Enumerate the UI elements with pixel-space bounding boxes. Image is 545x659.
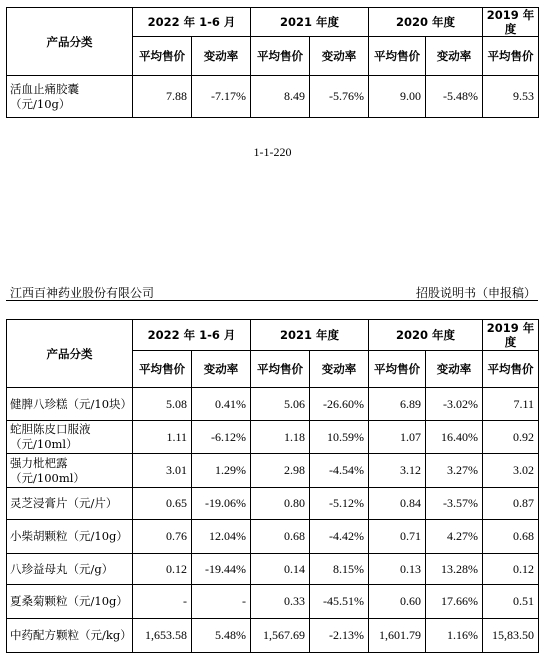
change-2022: -6.12% [192, 421, 251, 454]
change-2022: 1.29% [192, 454, 251, 488]
change-2021: -5.12% [310, 488, 369, 520]
price-2022: 0.76 [133, 520, 192, 554]
change-2021: -45.51% [310, 585, 369, 619]
header-avg-price: 平均售价 [133, 351, 192, 388]
product-name: 灵芝浸膏片（元/片） [7, 488, 133, 520]
change-2021: -26.60% [310, 388, 369, 421]
price-2020: 0.13 [369, 554, 426, 585]
price-2022: 0.65 [133, 488, 192, 520]
price-2020: 6.89 [369, 388, 426, 421]
change-2021: 10.59% [310, 421, 369, 454]
header-change-rate: 变动率 [426, 351, 483, 388]
price-2019: 0.92 [483, 421, 539, 454]
company-name: 江西百神药业股份有限公司 [10, 286, 155, 300]
price-2022: 5.08 [133, 388, 192, 421]
price-table-bottom [6, 319, 539, 653]
change-2020: 13.28% [426, 554, 483, 585]
change-2021: -4.54% [310, 454, 369, 488]
price-2020: 0.84 [369, 488, 426, 520]
header-change-rate: 变动率 [310, 351, 369, 388]
change-2020: -5.48% [426, 76, 483, 118]
price-2021: 0.33 [251, 585, 310, 619]
change-2022: - [192, 585, 251, 619]
price-2021: 8.49 [251, 76, 310, 118]
change-2022: -19.44% [192, 554, 251, 585]
header-change-rate: 变动率 [310, 37, 369, 76]
header-year-2019: 2019 年度 [483, 320, 539, 351]
table-row [7, 388, 539, 421]
product-name: 八珍益母丸（元/g） [7, 554, 133, 585]
price-2021: 5.06 [251, 388, 310, 421]
change-2022: 12.04% [192, 520, 251, 554]
header-category: 产品分类 [7, 8, 133, 76]
header-avg-price: 平均售价 [483, 37, 539, 76]
doc-header [6, 284, 538, 300]
header-category: 产品分类 [7, 320, 133, 388]
price-2022: 1.11 [133, 421, 192, 454]
change-2022: 0.41% [192, 388, 251, 421]
header-avg-price: 平均售价 [251, 37, 310, 76]
change-2020: 3.27% [426, 454, 483, 488]
table-row [7, 76, 539, 118]
product-name: 健脾八珍糕（元/10块） [7, 388, 133, 421]
price-2019: 7.11 [483, 388, 539, 421]
price-2022: - [133, 585, 192, 619]
table-row [7, 454, 539, 488]
header-period-2022: 2022 年 1-6 月 [133, 8, 251, 37]
doc-type: 招股说明书（申报稿） [415, 286, 536, 300]
price-2021: 0.68 [251, 520, 310, 554]
price-2020: 0.71 [369, 520, 426, 554]
change-2020: -3.57% [426, 488, 483, 520]
change-2021: -2.13% [310, 619, 369, 653]
price-2020: 3.12 [369, 454, 426, 488]
price-2020: 0.60 [369, 585, 426, 619]
price-2019: 15,83.50 [483, 619, 539, 653]
product-name: 蛇胆陈皮口服液（元/10ml） [7, 421, 133, 454]
price-2019: 0.12 [483, 554, 539, 585]
product-name: 活血止痛胶囊（元/10g） [7, 76, 133, 118]
product-name: 小柴胡颗粒（元/10g） [7, 520, 133, 554]
price-2021: 2.98 [251, 454, 310, 488]
table-row [7, 585, 539, 619]
change-2021: -4.42% [310, 520, 369, 554]
price-2019: 0.68 [483, 520, 539, 554]
header-change-rate: 变动率 [192, 37, 251, 76]
header-avg-price: 平均售价 [251, 351, 310, 388]
change-2022: -7.17% [192, 76, 251, 118]
price-2020: 1.07 [369, 421, 426, 454]
header-change-rate: 变动率 [192, 351, 251, 388]
header-year-2021: 2021 年度 [251, 320, 369, 351]
product-name: 中药配方颗粒（元/kg） [7, 619, 133, 653]
header-change-rate: 变动率 [426, 37, 483, 76]
price-2019: 0.87 [483, 488, 539, 520]
product-name: 强力枇杷露（元/100ml） [7, 454, 133, 488]
change-2020: 4.27% [426, 520, 483, 554]
price-2019: 0.51 [483, 585, 539, 619]
change-2020: 17.66% [426, 585, 483, 619]
price-2019: 3.02 [483, 454, 539, 488]
product-name: 夏桑菊颗粒（元/10g） [7, 585, 133, 619]
change-2020: 16.40% [426, 421, 483, 454]
change-2020: 1.16% [426, 619, 483, 653]
price-2021: 0.80 [251, 488, 310, 520]
price-2022: 3.01 [133, 454, 192, 488]
price-2022: 0.12 [133, 554, 192, 585]
change-2021: 8.15% [310, 554, 369, 585]
price-2019: 9.53 [483, 76, 539, 118]
change-2022: -19.06% [192, 488, 251, 520]
price-2021: 1.18 [251, 421, 310, 454]
header-year-2020: 2020 年度 [369, 320, 483, 351]
header-avg-price: 平均售价 [369, 351, 426, 388]
header-period-2022: 2022 年 1-6 月 [133, 320, 251, 351]
header-divider [6, 300, 538, 301]
change-2021: -5.76% [310, 76, 369, 118]
price-table-top [6, 7, 539, 118]
price-2020: 1,601.79 [369, 619, 426, 653]
header-avg-price: 平均售价 [369, 37, 426, 76]
price-2022: 1,653.58 [133, 619, 192, 653]
table-row [7, 488, 539, 520]
header-avg-price: 平均售价 [133, 37, 192, 76]
header-avg-price: 平均售价 [483, 351, 539, 388]
header-year-2019: 2019 年度 [483, 8, 539, 37]
price-2020: 9.00 [369, 76, 426, 118]
table-row [7, 619, 539, 653]
price-2021: 1,567.69 [251, 619, 310, 653]
table-row [7, 421, 539, 454]
change-2020: -3.02% [426, 388, 483, 421]
header-year-2021: 2021 年度 [251, 8, 369, 37]
change-2022: 5.48% [192, 619, 251, 653]
header-year-2020: 2020 年度 [369, 8, 483, 37]
price-2022: 7.88 [133, 76, 192, 118]
price-2021: 0.14 [251, 554, 310, 585]
table-row [7, 554, 539, 585]
page-number: 1-1-220 [253, 145, 292, 159]
table-row [7, 520, 539, 554]
